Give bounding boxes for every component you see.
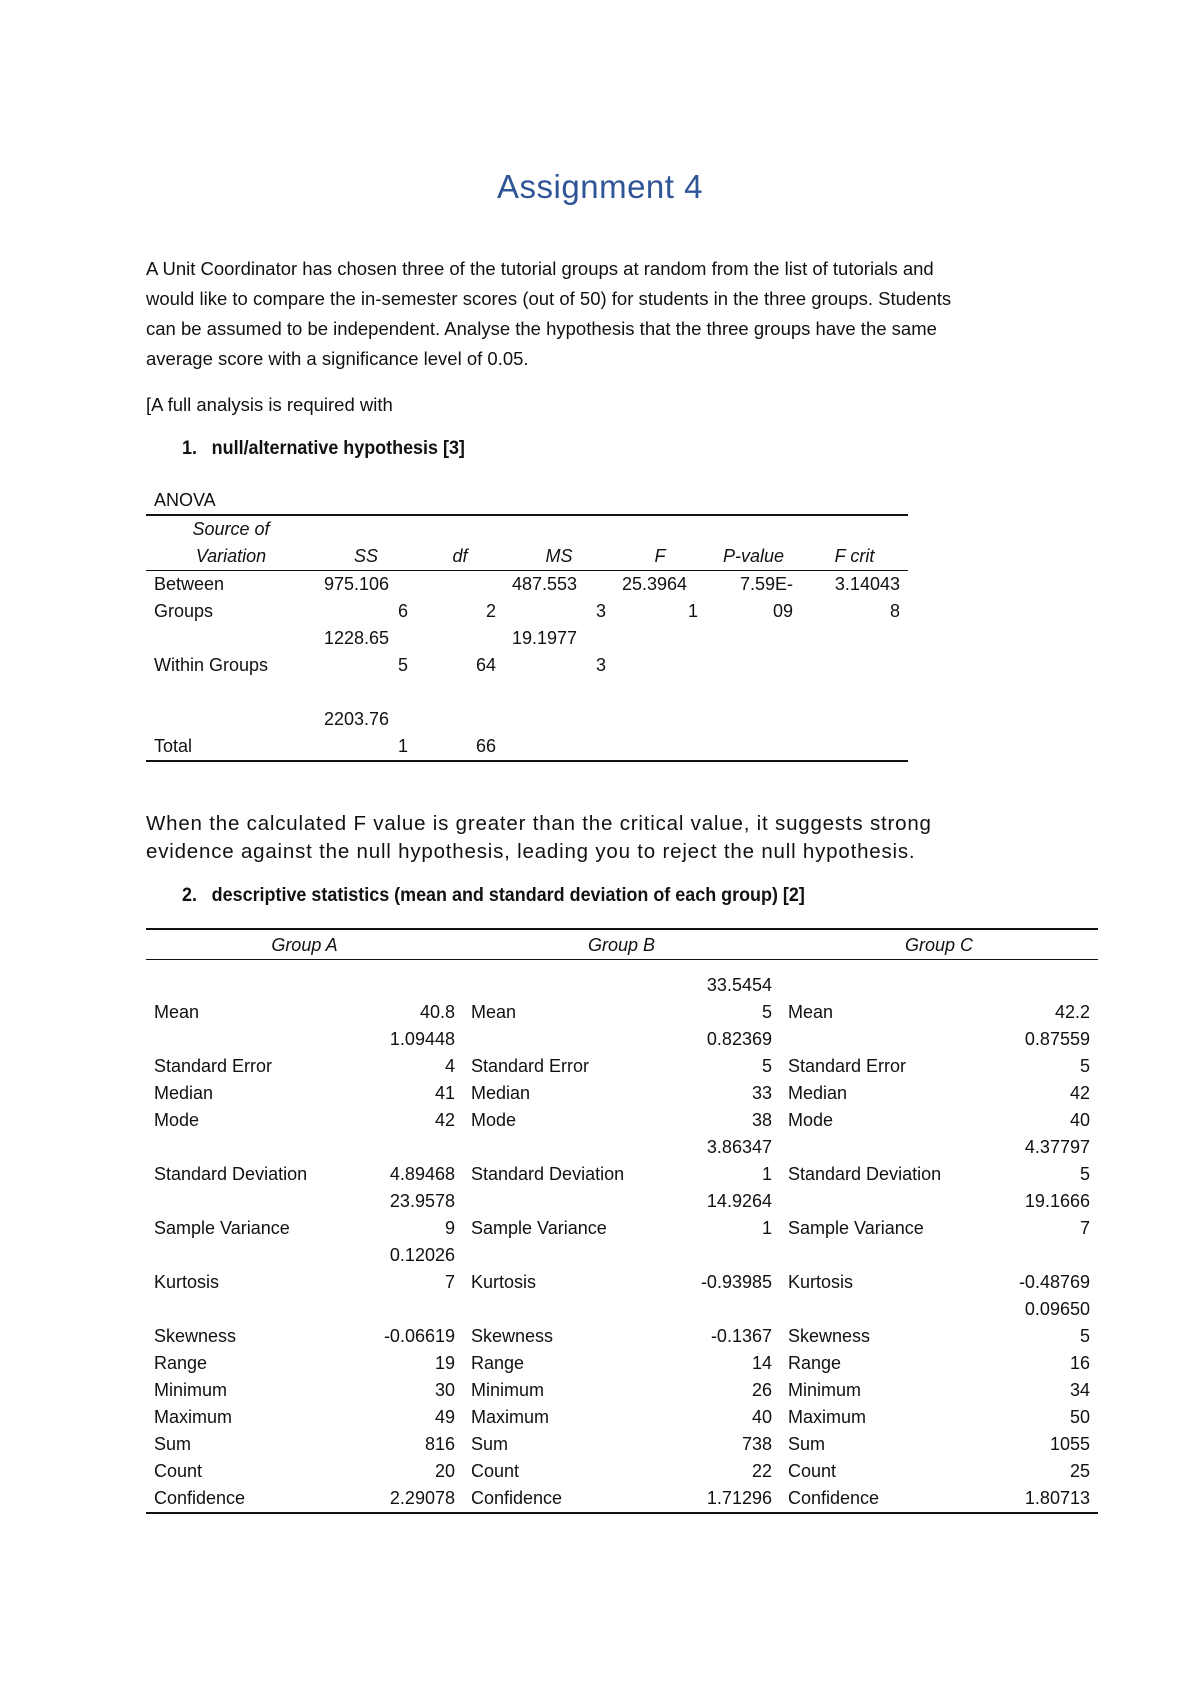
stat-value-group-b: 738 xyxy=(741,1434,772,1454)
intro-line: would like to compare the in-semester scores (out of 50) for students in the three groups. Students xyxy=(146,288,952,309)
stat-label: Range xyxy=(471,1353,525,1373)
stat-value-group-c xyxy=(995,1242,1098,1269)
table-row xyxy=(146,706,908,733)
stat-label: Maximum xyxy=(154,1407,233,1427)
section-2-text: descriptive statistics (mean and standard deviation of each group) [2] xyxy=(211,884,805,906)
anova-cell: 487.553 xyxy=(512,574,578,594)
stat-value-group-b: 1 xyxy=(761,1164,772,1184)
stat-value-group-b: 22 xyxy=(751,1461,772,1481)
stat-label xyxy=(463,1242,678,1269)
stat-label: Standard Deviation xyxy=(154,1164,308,1184)
anova-cell: 3 xyxy=(595,601,606,621)
stat-value-group-a: 49 xyxy=(434,1407,455,1427)
stat-value-group-a: 816 xyxy=(424,1434,455,1454)
anova-cell: 2 xyxy=(485,601,496,621)
table-row xyxy=(146,1269,1098,1296)
anova-cell: 2203.76 xyxy=(324,709,390,729)
stat-value-group-b: 5 xyxy=(761,1002,772,1022)
stat-value-group-c: 42 xyxy=(1069,1083,1090,1103)
anova-cell: 5 xyxy=(397,655,408,675)
stat-label: Skewness xyxy=(471,1326,554,1346)
stat-value-group-b: 14.9264 xyxy=(706,1191,772,1211)
anova-header-f: F xyxy=(614,543,706,571)
group-a-header: Group A xyxy=(146,929,463,960)
section-1-number: 1. xyxy=(182,437,197,459)
stat-label: Minimum xyxy=(154,1380,228,1400)
table-row xyxy=(146,1053,1098,1080)
stat-value-group-c: 1055 xyxy=(1049,1434,1090,1454)
stat-label: Mode xyxy=(471,1110,517,1130)
anova-header-source: Variation xyxy=(146,543,316,571)
stat-value-group-c: 0.09650 xyxy=(1024,1299,1090,1319)
stat-value-group-a: 1.09448 xyxy=(389,1029,455,1049)
stat-value-group-c: 19.1666 xyxy=(1024,1191,1090,1211)
stat-label: Kurtosis xyxy=(788,1272,854,1292)
stat-value-group-a: 4.89468 xyxy=(389,1164,455,1184)
stat-value-group-a xyxy=(361,972,463,999)
stat-label: Maximum xyxy=(788,1407,867,1427)
table-row xyxy=(146,1377,1098,1404)
stat-label xyxy=(780,1134,995,1161)
stat-label xyxy=(780,972,995,999)
anova-cell: 6 xyxy=(397,601,408,621)
anova-header-fcrit: F crit xyxy=(801,543,908,571)
stat-label: Count xyxy=(154,1461,203,1481)
stat-value-group-c: 5 xyxy=(1079,1056,1090,1076)
stat-label xyxy=(146,1296,361,1323)
conclusion-line: evidence against the null hypothesis, leading you to reject the null hypothesis. xyxy=(146,840,916,863)
anova-row-label: Between xyxy=(154,574,225,594)
stat-label: Standard Deviation xyxy=(471,1164,625,1184)
stat-value-group-a: 9 xyxy=(444,1218,455,1238)
stat-value-group-c: 0.87559 xyxy=(1024,1029,1090,1049)
stat-label xyxy=(463,1134,678,1161)
stat-value-group-b: 14 xyxy=(751,1353,772,1373)
stat-value-group-a xyxy=(361,1296,463,1323)
stat-label: Sum xyxy=(788,1434,826,1454)
stat-value-group-b xyxy=(678,1242,780,1269)
stat-label: Kurtosis xyxy=(154,1272,220,1292)
stat-value-group-c: 4.37797 xyxy=(1024,1137,1090,1157)
stat-value-group-b: 40 xyxy=(751,1407,772,1427)
stat-label: Maximum xyxy=(471,1407,550,1427)
table-row xyxy=(146,733,908,761)
stat-value-group-a: 4 xyxy=(444,1056,455,1076)
stat-value-group-b: 3.86347 xyxy=(706,1137,772,1157)
table-row xyxy=(146,1161,1098,1188)
stat-label: Mode xyxy=(154,1110,200,1130)
table-row xyxy=(146,571,908,599)
stat-value-group-c: 1.80713 xyxy=(995,1485,1098,1513)
stat-value-group-c xyxy=(995,972,1098,999)
stat-value-group-a: 42 xyxy=(434,1110,455,1130)
section-1-heading xyxy=(182,437,465,460)
table-row xyxy=(146,652,908,679)
stat-label: Mean xyxy=(788,1002,834,1022)
stat-value-group-a: -0.06619 xyxy=(383,1326,455,1346)
stat-label xyxy=(146,1134,361,1161)
stat-value-group-b: 5 xyxy=(761,1056,772,1076)
stat-value-group-b: -0.93985 xyxy=(700,1272,772,1292)
anova-cell: 7.59E- xyxy=(739,574,793,594)
stat-label: Sample Variance xyxy=(154,1218,290,1238)
stat-label: Sample Variance xyxy=(471,1218,607,1238)
stat-value-group-b xyxy=(678,1296,780,1323)
table-row xyxy=(146,1026,1098,1053)
stat-label xyxy=(146,972,361,999)
table-row xyxy=(146,625,908,652)
intro-line: average score with a significance level of 0.05. xyxy=(146,348,529,369)
stat-value-group-a: 40.8 xyxy=(419,1002,455,1022)
stat-label xyxy=(780,1026,995,1053)
stat-value-group-a: 2.29078 xyxy=(361,1485,463,1513)
anova-cell: 975.106 xyxy=(324,574,390,594)
stat-value-group-a: 19 xyxy=(434,1353,455,1373)
anova-header-ms: MS xyxy=(504,543,614,571)
stat-value-group-a: 30 xyxy=(434,1380,455,1400)
stat-label: Confidence xyxy=(463,1485,678,1513)
anova-cell: 09 xyxy=(772,601,793,621)
stat-label: Standard Deviation xyxy=(788,1164,942,1184)
stat-value-group-b: 0.82369 xyxy=(706,1029,772,1049)
anova-row-label: Groups xyxy=(154,601,214,621)
analysis-note-text: [A full analysis is required with xyxy=(146,394,393,415)
stat-value-group-c: 16 xyxy=(1069,1353,1090,1373)
anova-header-ss: SS xyxy=(316,543,416,571)
stat-value-group-c: 34 xyxy=(1069,1380,1090,1400)
anova-header-source: Source of xyxy=(146,515,316,543)
table-row xyxy=(146,1188,1098,1215)
stat-label xyxy=(463,972,678,999)
anova-cell: 3.14043 xyxy=(834,574,900,594)
stat-value-group-c: 25 xyxy=(1069,1461,1090,1481)
stat-label xyxy=(780,1242,995,1269)
stat-value-group-a xyxy=(361,1134,463,1161)
stat-value-group-b: 1 xyxy=(761,1218,772,1238)
table-row xyxy=(146,1215,1098,1242)
conclusion-paragraph xyxy=(146,810,1066,866)
table-row xyxy=(146,972,1098,999)
anova-cell: 3 xyxy=(595,655,606,675)
stat-value-group-b: 33.5454 xyxy=(706,975,772,995)
stat-label xyxy=(780,1188,995,1215)
stat-value-group-a: 23.9578 xyxy=(389,1191,455,1211)
anova-cell: 8 xyxy=(889,601,900,621)
section-1-text: null/alternative hypothesis [3] xyxy=(211,437,465,459)
stat-label: Standard Error xyxy=(154,1056,273,1076)
group-c-header: Group C xyxy=(780,929,1098,960)
stat-label xyxy=(463,1296,678,1323)
intro-paragraph xyxy=(146,254,1046,374)
descriptive-stats-table xyxy=(146,928,1098,1514)
stat-value-group-c: -0.48769 xyxy=(1018,1272,1090,1292)
stat-value-group-b: 26 xyxy=(751,1380,772,1400)
stat-label: Sample Variance xyxy=(788,1218,924,1238)
group-b-header: Group B xyxy=(463,929,780,960)
stat-label xyxy=(463,1188,678,1215)
stat-label: Sum xyxy=(471,1434,509,1454)
stat-value-group-c: 40 xyxy=(1069,1110,1090,1130)
stat-label: Skewness xyxy=(154,1326,237,1346)
anova-cell: 19.1977 xyxy=(512,628,578,648)
conclusion-line: When the calculated F value is greater than the critical value, it suggests strong xyxy=(146,812,932,835)
stat-value-group-a: 7 xyxy=(444,1272,455,1292)
stat-label: Median xyxy=(471,1083,531,1103)
stat-label xyxy=(780,1296,995,1323)
stat-label: Mode xyxy=(788,1110,834,1130)
stat-value-group-c: 50 xyxy=(1069,1407,1090,1427)
table-row xyxy=(146,1350,1098,1377)
stat-label: Standard Error xyxy=(471,1056,590,1076)
stat-value-group-c: 5 xyxy=(1079,1164,1090,1184)
intro-line: can be assumed to be independent. Analyse the hypothesis that the three groups have the same xyxy=(146,318,937,339)
page-title: Assignment 4 xyxy=(497,168,703,205)
anova-row-label: Total xyxy=(146,733,316,761)
anova-cell: 1228.65 xyxy=(324,628,390,648)
stat-value-group-a: 41 xyxy=(434,1083,455,1103)
anova-cell: 1 xyxy=(316,733,416,761)
stat-value-group-b: 1.71296 xyxy=(678,1485,780,1513)
anova-cell: 1 xyxy=(687,601,698,621)
stat-label: Standard Error xyxy=(788,1056,907,1076)
anova-table xyxy=(146,484,908,762)
table-row xyxy=(146,1458,1098,1485)
stat-label: Range xyxy=(788,1353,842,1373)
stat-value-group-c: 42.2 xyxy=(1054,1002,1090,1022)
stat-label: Count xyxy=(788,1461,837,1481)
section-2-heading xyxy=(182,884,805,907)
table-row xyxy=(146,1242,1098,1269)
table-row xyxy=(146,1404,1098,1431)
stat-label: Minimum xyxy=(788,1380,862,1400)
anova-header-pvalue: P-value xyxy=(706,543,801,571)
table-row xyxy=(146,1107,1098,1134)
stat-label: Kurtosis xyxy=(471,1272,537,1292)
table-row xyxy=(146,1296,1098,1323)
table-row xyxy=(146,1134,1098,1161)
anova-header-df: df xyxy=(416,543,504,571)
stat-label: Skewness xyxy=(788,1326,871,1346)
section-2-number: 2. xyxy=(182,884,197,906)
analysis-note xyxy=(146,390,1046,420)
stat-label: Range xyxy=(154,1353,208,1373)
stat-value-group-a: 20 xyxy=(434,1461,455,1481)
anova-cell: 64 xyxy=(475,655,496,675)
stat-label xyxy=(146,1242,361,1269)
stat-label xyxy=(146,1188,361,1215)
stat-value-group-a: 0.12026 xyxy=(389,1245,455,1265)
table-row xyxy=(146,598,908,625)
anova-cell: 66 xyxy=(416,733,504,761)
table-row xyxy=(146,1080,1098,1107)
stat-label: Minimum xyxy=(471,1380,545,1400)
table-row xyxy=(146,999,1098,1026)
stat-value-group-c: 5 xyxy=(1079,1326,1090,1346)
anova-row-label: Within Groups xyxy=(154,655,269,675)
stat-value-group-b: 38 xyxy=(751,1110,772,1130)
stat-label: Median xyxy=(788,1083,848,1103)
table-row xyxy=(146,1323,1098,1350)
stat-label xyxy=(463,1026,678,1053)
stat-value-group-c: 7 xyxy=(1079,1218,1090,1238)
stat-label xyxy=(146,1026,361,1053)
stat-label: Confidence xyxy=(780,1485,995,1513)
anova-caption: ANOVA xyxy=(154,490,216,510)
table-row xyxy=(146,1431,1098,1458)
stat-label: Median xyxy=(154,1083,214,1103)
stat-label: Mean xyxy=(154,1002,200,1022)
stat-label: Sum xyxy=(154,1434,192,1454)
table-row xyxy=(146,1485,1098,1513)
stat-label: Mean xyxy=(471,1002,517,1022)
stat-value-group-b: -0.1367 xyxy=(710,1326,772,1346)
anova-cell: 25.3964 xyxy=(622,574,688,594)
stat-label: Confidence xyxy=(146,1485,361,1513)
stat-value-group-b: 33 xyxy=(751,1083,772,1103)
intro-line: A Unit Coordinator has chosen three of the tutorial groups at random from the list of tutorials and xyxy=(146,258,934,279)
stat-label: Count xyxy=(471,1461,520,1481)
